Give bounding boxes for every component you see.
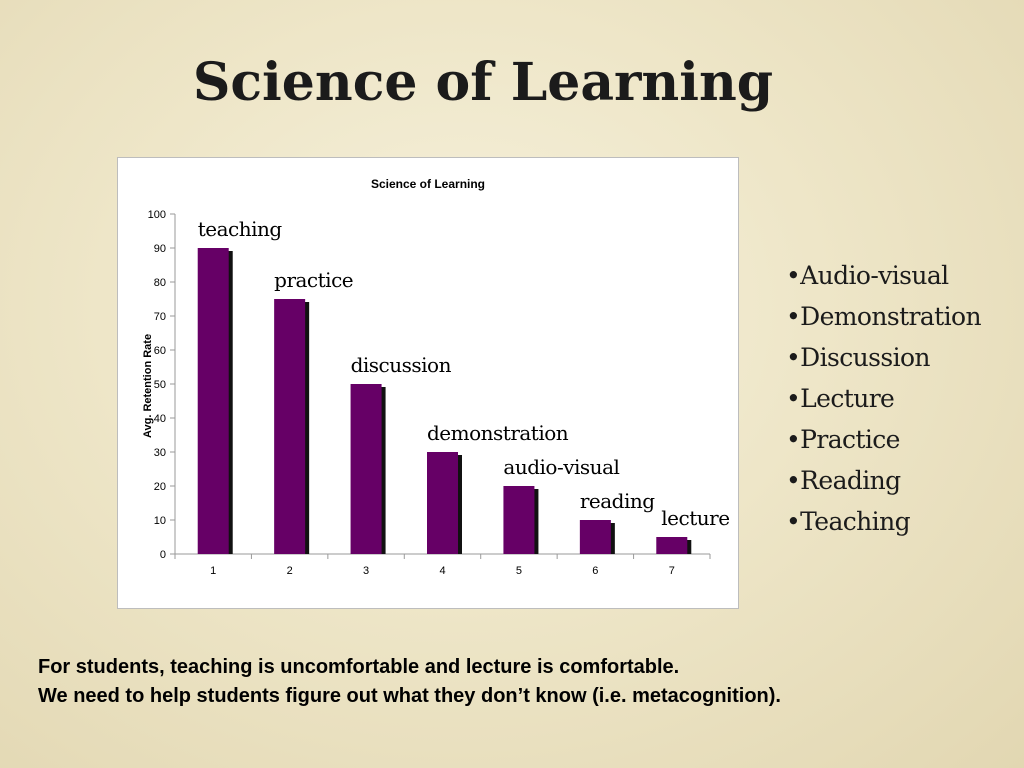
x-tick-label: 3 [363, 565, 370, 577]
bullet-item: •Lecture [786, 384, 895, 413]
y-tick-label: 100 [147, 209, 166, 221]
slide-title: Science of Learning [192, 52, 774, 113]
footer-line: We need to help students figure out what they don’t know (i.e. metacognition). [38, 685, 781, 707]
bar-annotation: audio-visual [503, 455, 620, 479]
bar-annotation: discussion [350, 353, 451, 377]
x-tick-label: 6 [592, 565, 599, 577]
footer-note [38, 653, 1008, 711]
bar-annotation: lecture [661, 506, 730, 530]
bullet-item: •Demonstration [786, 302, 981, 331]
y-tick-label: 60 [153, 345, 166, 357]
y-tick-label: 50 [153, 379, 166, 391]
bar-chart [118, 158, 738, 608]
y-tick-label: 70 [153, 311, 166, 323]
bullet-item: •Teaching [786, 507, 910, 536]
y-tick-label: 80 [153, 277, 166, 289]
x-tick-label: 2 [286, 565, 293, 577]
x-tick-label: 1 [210, 565, 217, 577]
x-tick-label: 7 [668, 565, 675, 577]
y-tick-label: 20 [153, 481, 166, 493]
chart-panel [117, 157, 739, 609]
bar-annotation: reading [579, 489, 655, 513]
bar [274, 299, 305, 554]
bullet-list [786, 255, 1022, 542]
bar-annotation: demonstration [427, 421, 569, 445]
bullet-item: •Audio-visual [786, 261, 949, 290]
bars [198, 217, 730, 554]
x-tick-label: 4 [439, 565, 446, 577]
bar [427, 452, 458, 554]
y-tick-label: 0 [159, 549, 166, 561]
bullet-item: •Discussion [786, 343, 930, 372]
bar [656, 537, 687, 554]
y-tick-label: 30 [153, 447, 166, 459]
bar [503, 486, 534, 554]
chart-title: Science of Learning [370, 177, 486, 191]
y-axis-label: Avg. Retention Rate [142, 333, 154, 439]
bar [198, 248, 229, 554]
y-tick-label: 90 [153, 243, 166, 255]
x-tick-label: 5 [515, 565, 522, 577]
footer-line: For students, teaching is uncomfortable and lecture is comfortable. [38, 656, 680, 678]
bar-annotation: teaching [197, 217, 282, 241]
bullet-item: •Reading [786, 466, 901, 495]
bar-annotation: practice [274, 268, 354, 292]
bar [351, 384, 382, 554]
bullet-item: •Practice [786, 425, 900, 454]
bar [580, 520, 611, 554]
y-tick-label: 40 [153, 413, 166, 425]
y-tick-label: 10 [153, 515, 166, 527]
